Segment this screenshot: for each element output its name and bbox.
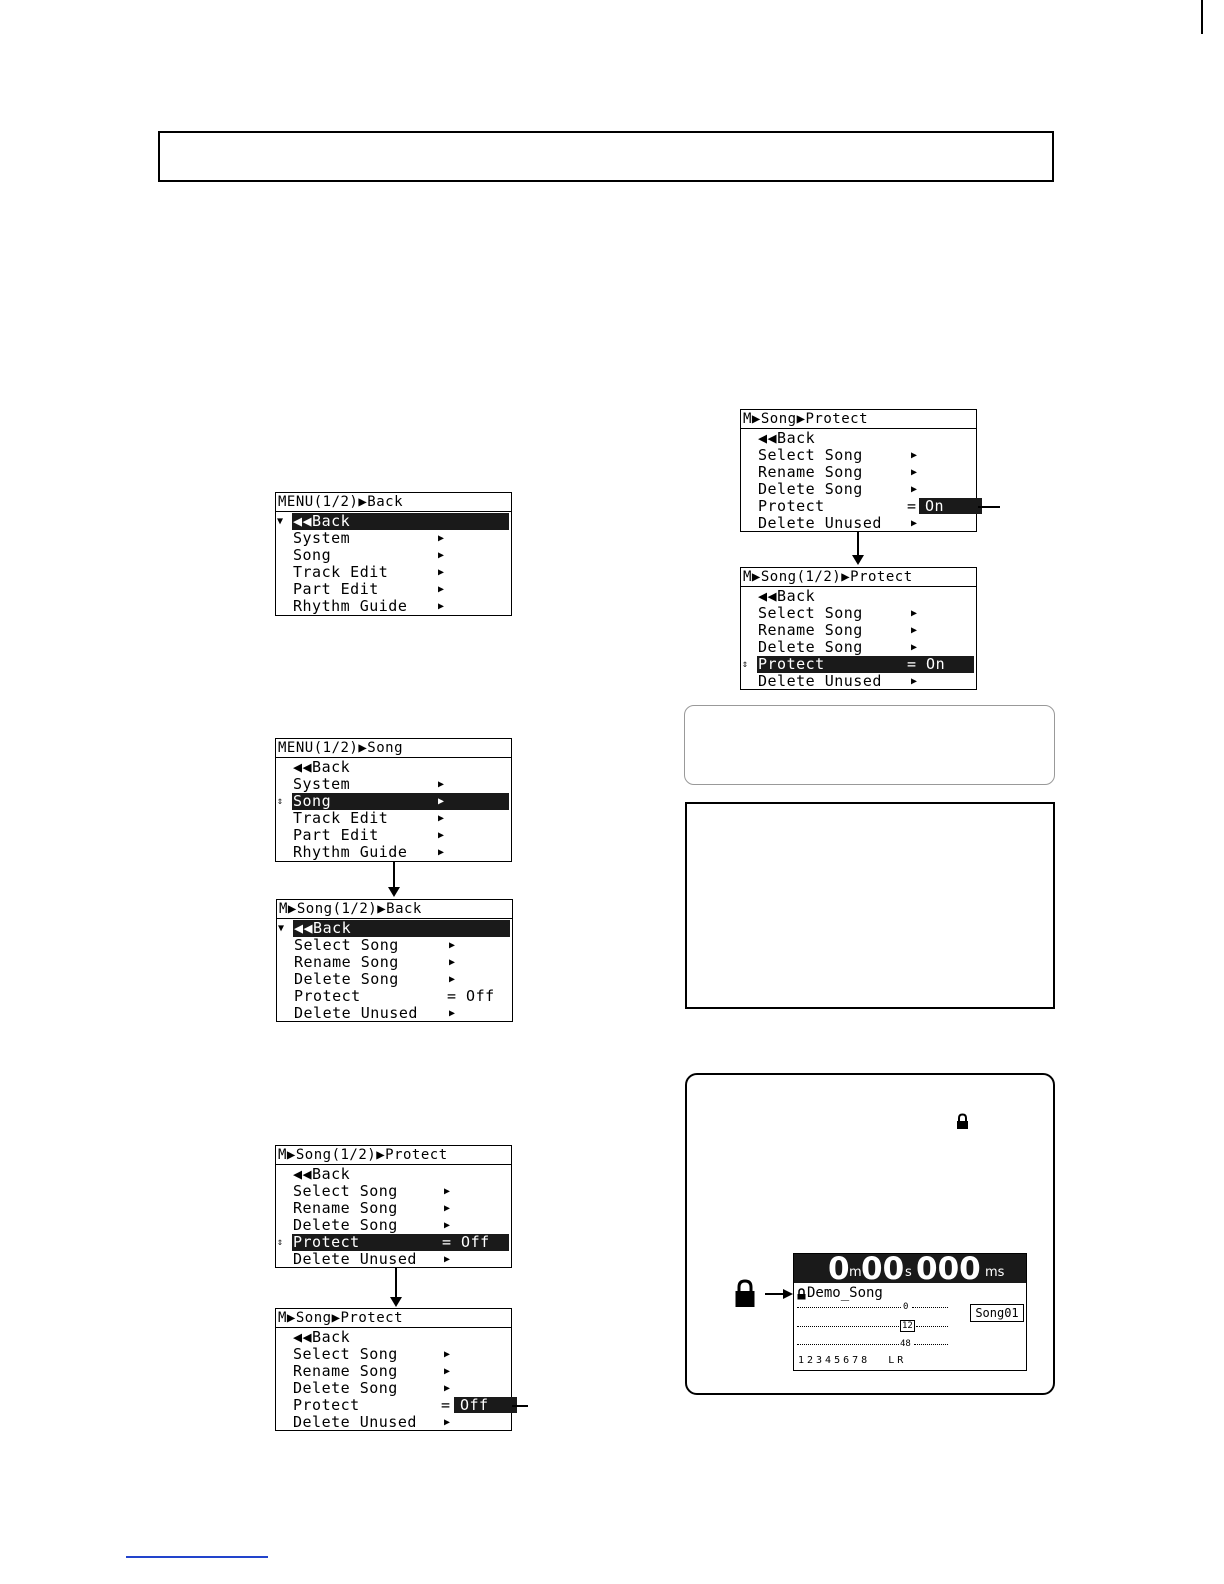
tc-ms-unit: ms xyxy=(985,1265,1005,1280)
padlock-icon xyxy=(797,1288,806,1300)
menu-item-delete-song[interactable]: Delete Song ▶ xyxy=(293,1379,451,1397)
menu-item-rename-song[interactable]: Rename Song ▶ xyxy=(758,463,918,481)
arrow-right-icon: ▶ xyxy=(911,608,918,619)
info-box xyxy=(685,802,1055,1009)
lcd-protect-edit-off xyxy=(275,1308,512,1431)
arrow-right-icon: ▶ xyxy=(449,940,456,951)
protect-value: = On xyxy=(907,655,946,673)
menu-item-protect[interactable]: Protect = On xyxy=(741,498,976,515)
lcd-title: MENU(1/2)▶Back xyxy=(276,493,511,512)
callout-line xyxy=(512,1405,528,1407)
arrow-right-icon: ▶ xyxy=(444,1254,451,1265)
lcd-song-menu-protect-off xyxy=(275,1145,512,1268)
tc-sec-unit: s xyxy=(905,1265,912,1280)
padlock-icon xyxy=(734,1278,756,1308)
menu-item-back[interactable]: ◀◀Back xyxy=(293,1328,351,1346)
menu-item-song[interactable]: Song ▶ xyxy=(293,546,445,564)
tc-milliseconds: 000 xyxy=(916,1251,981,1287)
lcd-title: M▶Song(1/2)▶Protect xyxy=(741,568,976,587)
menu-item-back[interactable]: ▼ ◀◀Back xyxy=(277,920,512,937)
arrow-right-icon: ▶ xyxy=(438,550,445,561)
meter-dots xyxy=(797,1344,899,1345)
song-number-badge: Song01 xyxy=(970,1304,1024,1322)
arrow-right-icon: ▶ xyxy=(438,813,445,824)
flow-connector xyxy=(393,862,395,888)
arrow-right-icon: ▶ xyxy=(444,1366,451,1377)
lcd-title: M▶Song▶Protect xyxy=(741,410,976,429)
menu-item-rhythm-guide[interactable]: Rhythm Guide ▶ xyxy=(293,843,445,861)
padlock-icon xyxy=(956,1113,969,1130)
arrow-down-icon xyxy=(852,555,864,565)
menu-item-rename-song[interactable]: Rename Song ▶ xyxy=(293,1199,451,1217)
menu-item-delete-song[interactable]: Delete Song ▶ xyxy=(293,1216,451,1234)
menu-item-system[interactable]: System ▶ xyxy=(293,775,445,793)
meter-db-12: 12 xyxy=(902,1321,913,1331)
arrow-right-icon: ▶ xyxy=(911,484,918,495)
meter-dots xyxy=(797,1326,899,1327)
meter-db-48: 48 xyxy=(900,1339,911,1349)
menu-item-rename-song[interactable]: Rename Song ▶ xyxy=(293,1362,451,1380)
menu-item-back[interactable]: ◀◀Back xyxy=(293,1165,351,1183)
tc-seconds: 00 xyxy=(861,1251,905,1287)
arrow-right-icon: ▶ xyxy=(449,1008,456,1019)
lcd-title: M▶Song▶Protect xyxy=(276,1309,511,1328)
meter-dots xyxy=(914,1344,948,1345)
menu-item-select-song[interactable]: Select Song ▶ xyxy=(293,1182,451,1200)
arrow-down-icon xyxy=(388,887,400,897)
menu-item-track-edit[interactable]: Track Edit ▶ xyxy=(293,563,445,581)
menu-item-protect[interactable]: ⇕ Protect = On xyxy=(741,656,976,673)
arrow-right-icon: ▶ xyxy=(438,533,445,544)
menu-item-rhythm-guide[interactable]: Rhythm Guide ▶ xyxy=(293,597,445,615)
menu-item-back[interactable]: ◀◀Back xyxy=(758,429,816,447)
menu-item-delete-unused[interactable]: Delete Unused ▶ xyxy=(294,1004,456,1022)
menu-item-track-edit[interactable]: Track Edit ▶ xyxy=(293,809,445,827)
arrow-right-icon: ▶ xyxy=(438,796,445,807)
menu-item-select-song[interactable]: Select Song ▶ xyxy=(758,446,918,464)
menu-item-delete-unused[interactable]: Delete Unused ▶ xyxy=(758,672,918,690)
lcd-song-menu-back xyxy=(276,899,513,1022)
menu-item-select-song[interactable]: Select Song ▶ xyxy=(294,936,456,954)
menu-item-delete-unused[interactable]: Delete Unused ▶ xyxy=(758,514,918,532)
protect-value-editing[interactable]: Off xyxy=(454,1397,517,1413)
arrow-right-icon: ▶ xyxy=(449,974,456,985)
arrow-right-icon: ▶ xyxy=(911,450,918,461)
section-header-box xyxy=(158,131,1054,182)
arrow-right-icon: ▶ xyxy=(911,676,918,687)
lcd-protect-edit-on xyxy=(740,409,977,532)
menu-item-rename-song[interactable]: Rename Song ▶ xyxy=(294,953,456,971)
menu-item-back[interactable]: ◀◀Back xyxy=(293,758,351,776)
channel-labels: 12345678 LR xyxy=(798,1355,907,1366)
menu-item-delete-song[interactable]: Delete Song ▶ xyxy=(758,638,918,656)
menu-item-delete-song[interactable]: Delete Song ▶ xyxy=(294,970,456,988)
tc-min-unit: m xyxy=(849,1265,862,1280)
menu-item-delete-unused[interactable]: Delete Unused ▶ xyxy=(293,1413,451,1431)
menu-item-protect[interactable]: Protect = Off xyxy=(276,1397,511,1414)
arrow-right-icon: ▶ xyxy=(449,957,456,968)
menu-item-rename-song[interactable]: Rename Song ▶ xyxy=(758,621,918,639)
lcd-title: MENU(1/2)▶Song xyxy=(276,739,511,758)
arrow-right-icon: ▶ xyxy=(438,847,445,858)
flow-connector xyxy=(395,1268,397,1298)
arrow-right-icon xyxy=(765,1288,793,1300)
meter-dots xyxy=(797,1307,901,1308)
footer-link-rule xyxy=(126,1556,268,1558)
scroll-down-icon: ▼ xyxy=(278,923,285,934)
arrow-right-icon: ▶ xyxy=(438,830,445,841)
timecode-display xyxy=(794,1251,1026,1287)
arrow-right-icon: ▶ xyxy=(438,567,445,578)
meter-dots xyxy=(916,1326,948,1327)
protect-value-editing[interactable]: On xyxy=(919,498,982,514)
menu-item-song[interactable]: ⇕ Song ▶ xyxy=(276,793,511,810)
arrow-right-icon: ▶ xyxy=(444,1186,451,1197)
protect-value: = Off xyxy=(447,987,495,1005)
flow-connector xyxy=(857,532,859,556)
menu-item-protect[interactable]: ⇕ Protect = Off xyxy=(276,1234,511,1251)
menu-item-part-edit[interactable]: Part Edit ▶ xyxy=(293,826,445,844)
lcd-song-menu-protect-on xyxy=(740,567,977,690)
scroll-updown-icon: ⇕ xyxy=(277,796,284,807)
menu-item-back[interactable]: ◀◀Back xyxy=(758,587,816,605)
arrow-right-icon: ▶ xyxy=(911,642,918,653)
arrow-right-icon: ▶ xyxy=(911,625,918,636)
menu-item-delete-unused[interactable]: Delete Unused ▶ xyxy=(293,1250,451,1268)
arrow-right-icon: ▶ xyxy=(444,1220,451,1231)
lcd-title: M▶Song(1/2)▶Back xyxy=(277,900,512,919)
lcd-menu-back xyxy=(275,492,512,616)
arrow-right-icon: ▶ xyxy=(438,584,445,595)
meter-dots xyxy=(912,1307,948,1308)
arrow-down-icon xyxy=(390,1297,402,1307)
menu-item-delete-song[interactable]: Delete Song ▶ xyxy=(758,480,918,498)
arrow-right-icon: ▶ xyxy=(444,1203,451,1214)
meter-db-0: 0 xyxy=(903,1302,909,1312)
protect-value: = Off xyxy=(442,1233,490,1251)
home-screen-lcd xyxy=(793,1253,1027,1371)
arrow-right-icon: ▶ xyxy=(438,779,445,790)
arrow-right-icon: ▶ xyxy=(444,1349,451,1360)
page-edge-rule xyxy=(1201,0,1203,34)
menu-item-system[interactable]: System ▶ xyxy=(293,529,445,547)
song-name: Demo_Song xyxy=(807,1285,883,1301)
menu-item-back[interactable]: ▼ ◀◀Back xyxy=(276,513,511,530)
tc-minutes: 0 xyxy=(828,1251,850,1287)
menu-item-part-edit[interactable]: Part Edit ▶ xyxy=(293,580,445,598)
arrow-right-icon: ▶ xyxy=(911,467,918,478)
menu-item-select-song[interactable]: Select Song ▶ xyxy=(758,604,918,622)
lcd-title: M▶Song(1/2)▶Protect xyxy=(276,1146,511,1165)
menu-item-protect[interactable]: Protect = Off xyxy=(294,987,495,1005)
lcd-menu-song xyxy=(275,738,512,862)
menu-item-select-song[interactable]: Select Song ▶ xyxy=(293,1345,451,1363)
callout-line xyxy=(978,506,1000,508)
note-box xyxy=(684,705,1055,785)
scroll-updown-icon: ⇕ xyxy=(277,1237,284,1248)
scroll-down-icon: ▼ xyxy=(277,516,284,527)
arrow-right-icon: ▶ xyxy=(438,601,445,612)
arrow-right-icon: ▶ xyxy=(444,1383,451,1394)
arrow-right-icon: ▶ xyxy=(444,1417,451,1428)
scroll-updown-icon: ⇕ xyxy=(742,659,749,670)
arrow-right-icon: ▶ xyxy=(911,518,918,529)
